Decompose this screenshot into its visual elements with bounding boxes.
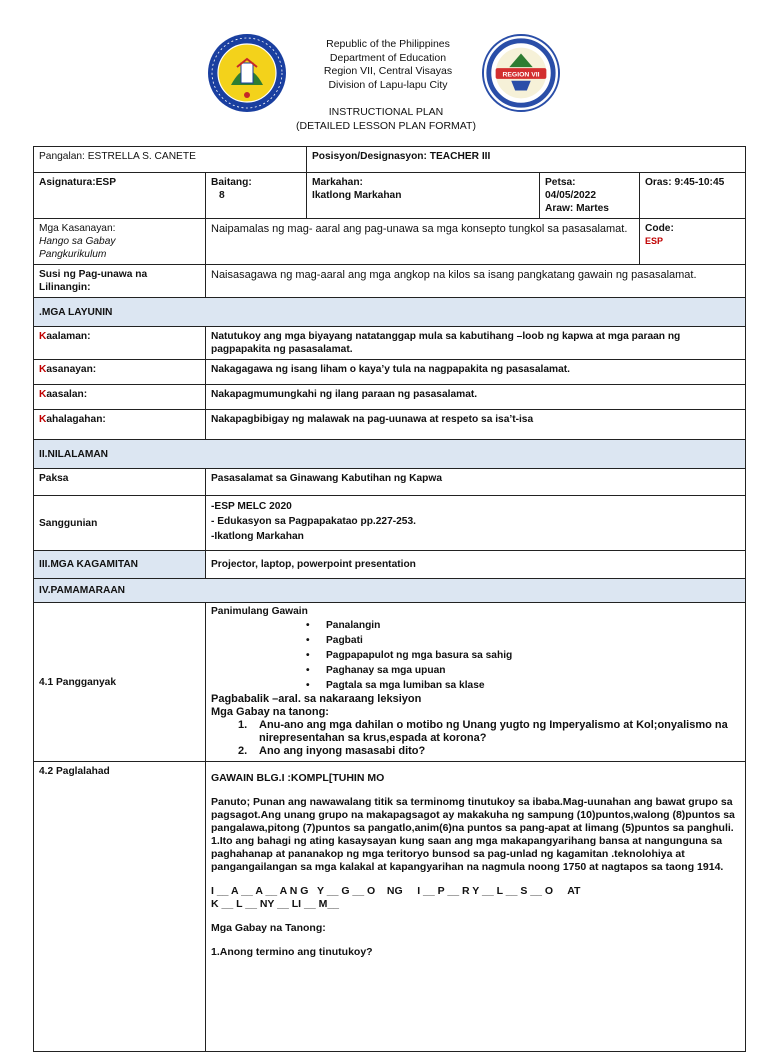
section-objectives-heading: .MGA LAYUNIN (34, 298, 746, 327)
topic-label: Paksa (34, 469, 206, 496)
section-materials (34, 551, 746, 579)
cell-grade: Baitang: 8 (206, 173, 307, 219)
presentation-label: 4.2 Paglalahad (34, 762, 206, 1052)
reference-item: -ESP MELC 2020 (211, 501, 292, 512)
activity-item: • Panalangin (306, 618, 740, 633)
guide-questions-title: Mga Gabay na tanong: (211, 706, 329, 718)
cell-date: Petsa: 04/05/2022 Araw: Martes (540, 173, 640, 219)
objective-text: Nakapagbibigay ng malawak na pag-uunawa at respeto sa isa’t-isa (206, 410, 746, 440)
teacher-position: TEACHER III (429, 151, 491, 162)
section-content (34, 440, 746, 469)
cell-code: Code: ESP (640, 219, 746, 265)
section-materials-heading: III.MGA KAGAMITAN (34, 551, 206, 579)
cell-position: Posisyon/Designasyon: TEACHER III (307, 147, 746, 173)
guide-question: 1. Anu-ano ang mga dahilan o motibo ng Unang yugto ng Imperyalismo at Kol;onyalismo na nirepresentahan sa krus,espada at korona? (238, 719, 728, 744)
motivation-label: 4.1 Pangganyak (34, 603, 206, 762)
row-objective-attitude (34, 385, 746, 410)
objective-label: Kahalagahan: (34, 410, 206, 440)
reference-item: -Ikatlong Markahan (211, 531, 304, 542)
reference-item: - Edukasyon sa Pagpapakatao pp.227-253. (211, 516, 416, 527)
agency-line-4: Division of Lapu-lapu City (328, 78, 448, 91)
cell-key-understanding-text: Naisasagawa ng mag-aaral ang mga angkop na kilos sa isang pangkatang gawain ng pasasalamat. (206, 265, 746, 298)
objective-text: Natutukoy ang mga biyayang natatanggap mula sa kabutihang –loob ng kapwa at mga paraan ng pagpapakita ng pasasalamat. (206, 327, 746, 360)
cell-quarter: Markahan: Ikatlong Markahan (307, 173, 540, 219)
activity-item: • Pagtala sa mga lumiban sa klase (306, 678, 740, 693)
plan-title: INSTRUCTIONAL PLAN (328, 106, 444, 118)
activity-item: • Pagpapapulot ng mga basura sa sahig (306, 648, 740, 663)
activity-item: • Pagbati (306, 633, 740, 648)
plan-title-block (2, 105, 768, 133)
agency-header (4, 38, 768, 92)
lesson-plan-table (33, 146, 746, 1052)
objective-label: Kaalaman: (34, 327, 206, 360)
guide-title: Mga Gabay na Tanong: (211, 922, 326, 934)
row-presentation (34, 762, 746, 1052)
row-subject-details (34, 173, 746, 219)
section-content-heading: II.NILALAMAN (34, 440, 746, 469)
word-puzzle-line-1: I __ A __ A __ A N G Y __ G __ O NG I __ P __ R Y __ L __ S __ O AT (211, 885, 581, 897)
activity-list (211, 618, 740, 693)
row-objective-knowledge (34, 327, 746, 360)
teacher-name: ESTRELLA S. CANETE (87, 151, 196, 162)
references-list (206, 496, 746, 551)
cell-key-understanding-label: Susi ng Pag-unawa na Lilinangin: (34, 265, 206, 298)
objective-label: Kaasalan: (34, 385, 206, 410)
objective-text: Nakapagmumungkahi ng ilang paraan ng pasasalamat. (206, 385, 746, 410)
activity-item: • Paghanay sa mga upuan (306, 663, 740, 678)
row-references (34, 496, 746, 551)
cell-time: Oras: 9:45-10:45 (640, 173, 746, 219)
cell-competency-text: Naipamalas ng mag- aaral ang pag-unawa sa mga konsepto tungkol sa pasasalamat. (206, 219, 640, 265)
row-objective-skill (34, 360, 746, 385)
row-competency (34, 219, 746, 265)
motivation-intro: Panimulang Gawain (211, 606, 308, 617)
code-value: ESP (645, 236, 664, 246)
references-label: Sanggunian (34, 496, 206, 551)
agency-line-3: Region VII, Central Visayas (323, 65, 453, 77)
item-1-text: 1.Ito ang bahagi ng ating kasaysayan kung saan ang mga makapangyarihang bansa at nangunguna sa paghahanap at pananakop ng mga teritoryo bunsod sa pag-unlad ng kagamitan .teknolohiya at pangangailangan sa mga kalakal at kapangyarihan na nagmula noong 1750 at nagtapos sa taong 1914. (211, 835, 724, 873)
cell-name: Pangalan: ESTRELLA S. CANETE (34, 147, 307, 173)
section-procedure-heading: IV.PAMAMARAAN (34, 579, 746, 603)
review-text: Pagbabalik –aral. sa nakaraang leksiyon (211, 693, 422, 705)
section-procedure (34, 579, 746, 603)
cell-subject: Asignatura:ESP (34, 173, 206, 219)
row-name-position (34, 147, 746, 173)
question-1: 1.Anong termino ang tinutukoy? (211, 946, 373, 958)
guide-question: 2. Ano ang inyong masasabi dito? (238, 745, 426, 757)
objective-text: Nakagagawa ng isang liham o kaya’y tula na nagpapakita ng pasasalamat. (206, 360, 746, 385)
topic-value: Pasasalamat sa Ginawang Kabutihan ng Kapwa (206, 469, 746, 496)
agency-line-1: Republic of the Philippines (326, 38, 450, 50)
guide-questions-list (211, 719, 740, 758)
section-objectives (34, 298, 746, 327)
agency-line-2: Department of Education (329, 51, 447, 64)
svg-text:REGION VII: REGION VII (502, 71, 540, 79)
row-motivation (34, 603, 746, 762)
row-objective-value (34, 410, 746, 440)
plan-subtitle: (DETAILED LESSON PLAN FORMAT) (296, 120, 476, 132)
word-puzzle-line-2: K __ L __ NY __ LI __ M__ (211, 898, 340, 910)
presentation-content (206, 762, 746, 1052)
instructions-text: Panuto; Punan ang nawawalang titik sa terminomg tinutukoy sa ibaba.Mag-uunahan ang bawat grupo sa pagsagot.Ang unang grupo na makapagsagot ay makakuha ng sampung (10)puntos,walong (8)puntos sa pangalawa,pitong (7)puntos sa pangatlo,anim(6)na puntos sa pang-apat at limang (5)puntos sa panghuli. (211, 796, 735, 834)
row-key-understanding (34, 265, 746, 298)
objective-label: Kasanayan: (34, 360, 206, 385)
activity-title: GAWAIN BLG.I :KOMPL[TUHIN MO (211, 772, 385, 784)
motivation-content (206, 603, 746, 762)
materials-value: Projector, laptop, powerpoint presentation (206, 551, 746, 579)
cell-competency-label: Mga Kasanayan: Hango sa Gabay Pangkurikulum (34, 219, 206, 265)
row-topic (34, 469, 746, 496)
